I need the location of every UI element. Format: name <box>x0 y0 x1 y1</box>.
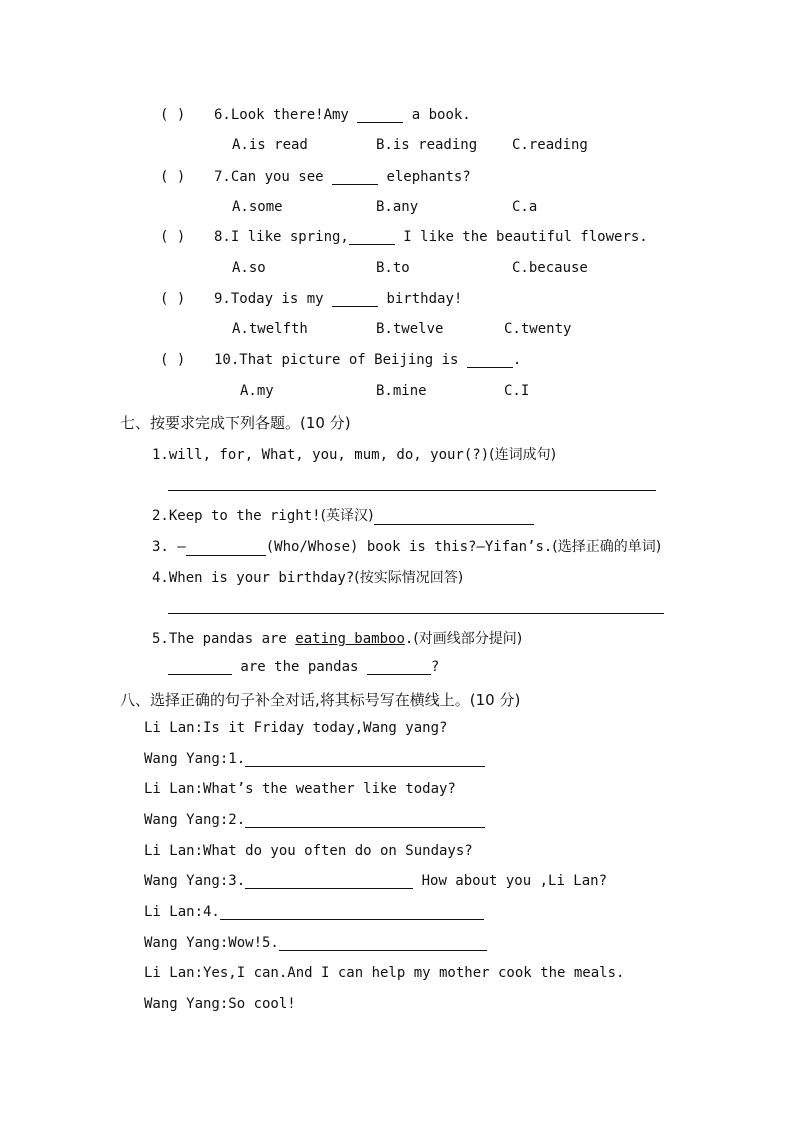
question-text-end: . <box>404 631 414 647</box>
answer-paren[interactable]: ( ) <box>160 107 186 123</box>
answer-blank[interactable] <box>349 230 395 245</box>
dialogue-line <box>144 843 473 859</box>
dialogue-text: Wang Yang:Wow!5. <box>144 935 279 951</box>
answer-blank[interactable] <box>357 108 403 123</box>
answer-blank[interactable] <box>245 752 485 767</box>
question-text-end: elephants? <box>378 169 471 185</box>
s7-question-4 <box>152 567 463 587</box>
question-text: 5.The pandas are <box>152 631 296 647</box>
option-a: A.so <box>232 260 266 276</box>
option-c: C.because <box>512 260 588 276</box>
dialogue-line <box>144 965 624 981</box>
answer-blank[interactable] <box>374 510 534 525</box>
answer-paren[interactable]: ( ) <box>160 352 186 368</box>
option-b: B.to <box>376 260 410 276</box>
question-hint: (选择正确的单词) <box>552 539 662 555</box>
dialogue-text: Wang Yang:1. <box>144 751 246 767</box>
s7-question-1 <box>152 444 556 464</box>
s7-question-2 <box>152 505 534 525</box>
question-text: 2.Keep to the right! <box>152 508 321 524</box>
answer-end: ? <box>430 659 440 675</box>
dialogue-line <box>144 996 296 1012</box>
dialogue-line <box>144 812 485 828</box>
option-a: A.some <box>232 199 283 215</box>
question-text: (Who/Whose) book is this?—Yifan’s. <box>265 539 553 555</box>
dialogue-line <box>144 873 607 889</box>
question-hint: (连词成句) <box>489 447 557 463</box>
section-7-title: 七、按要求完成下列各题。(10 分) <box>120 414 351 432</box>
answer-paren[interactable]: ( ) <box>160 169 186 185</box>
question-hint: (对画线部分提问) <box>413 631 523 647</box>
dialogue-line <box>144 904 484 920</box>
question-text: 4.When is your birthday? <box>152 570 355 586</box>
answer-blank[interactable] <box>332 170 378 185</box>
dialogue-text: Li Lan:What do you often do on Sundays? <box>144 843 473 859</box>
question-text: 1.will, for, What, you, mum, do, your(?) <box>152 447 490 463</box>
underlined-phrase: eating bamboo <box>295 631 405 647</box>
question-hint: (英译汉) <box>320 508 374 524</box>
question-text: I like spring, <box>230 229 349 245</box>
answer-text: are the pandas <box>232 659 367 675</box>
answer-blank[interactable] <box>168 660 232 675</box>
answer-blank[interactable] <box>279 936 487 951</box>
dialogue-line <box>144 751 485 767</box>
dialogue-line <box>144 720 447 736</box>
option-c: C.reading <box>512 137 588 153</box>
question-number: 8. <box>214 229 231 245</box>
option-a: A.my <box>240 383 274 399</box>
dialogue-line <box>144 781 456 797</box>
question-hint: (按实际情况回答) <box>354 570 464 586</box>
option-b: B.is reading <box>376 137 478 153</box>
answer-blank[interactable] <box>245 813 485 828</box>
s7-answer-5 <box>168 659 439 675</box>
dialogue-text: Li Lan:What’s the weather like today? <box>144 781 456 797</box>
answer-paren[interactable]: ( ) <box>160 229 186 245</box>
answer-blank[interactable] <box>367 660 431 675</box>
question-8 <box>160 229 648 245</box>
dialogue-text-after: How about you ,Li Lan? <box>413 873 608 889</box>
option-c: C.twenty <box>504 321 572 337</box>
dialogue-text: Li Lan:Yes,I can.And I can help my mother cook the meals. <box>144 965 625 981</box>
question-number: 7. <box>214 169 231 185</box>
question-text: Can you see <box>230 169 333 185</box>
option-a: A.is read <box>232 137 308 153</box>
s7-question-3 <box>152 536 661 556</box>
question-number: 10. <box>214 352 240 368</box>
answer-line[interactable] <box>168 490 656 491</box>
answer-blank[interactable] <box>220 905 484 920</box>
question-10 <box>160 352 521 368</box>
question-text-end: birthday! <box>378 291 463 307</box>
answer-line[interactable] <box>168 613 664 614</box>
question-text-end: . <box>512 352 522 368</box>
answer-blank[interactable] <box>186 541 266 556</box>
question-number: 9. <box>214 291 231 307</box>
dialogue-line <box>144 935 487 951</box>
option-a: A.twelfth <box>232 321 308 337</box>
question-7 <box>160 169 471 185</box>
option-b: B.any <box>376 199 419 215</box>
question-text: Look there!Amy <box>230 107 358 123</box>
option-c: C.I <box>504 383 530 399</box>
question-text: Today is my <box>230 291 333 307</box>
question-6 <box>160 107 471 123</box>
question-text-end: a book. <box>403 107 471 123</box>
question-9 <box>160 291 462 307</box>
dialogue-text: Li Lan:Is it Friday today,Wang yang? <box>144 720 448 736</box>
section-8-title: 八、选择正确的句子补全对话,将其标号写在横线上。(10 分) <box>120 691 521 709</box>
question-text: That picture of Beijing is <box>239 352 467 368</box>
s7-question-5 <box>152 628 522 648</box>
question-number: 6. <box>214 107 231 123</box>
question-text-end: I like the beautiful flowers. <box>394 229 648 245</box>
answer-blank[interactable] <box>245 874 413 889</box>
dialogue-text: Li Lan:4. <box>144 904 220 920</box>
question-prefix: 3. — <box>152 539 186 555</box>
option-c: C.a <box>512 199 538 215</box>
dialogue-text: Wang Yang:2. <box>144 812 246 828</box>
answer-paren[interactable]: ( ) <box>160 291 186 307</box>
answer-blank[interactable] <box>467 353 513 368</box>
dialogue-text: Wang Yang:3. <box>144 873 246 889</box>
answer-blank[interactable] <box>332 292 378 307</box>
option-b: B.twelve <box>376 321 444 337</box>
dialogue-text: Wang Yang:So cool! <box>144 996 296 1012</box>
option-b: B.mine <box>376 383 427 399</box>
